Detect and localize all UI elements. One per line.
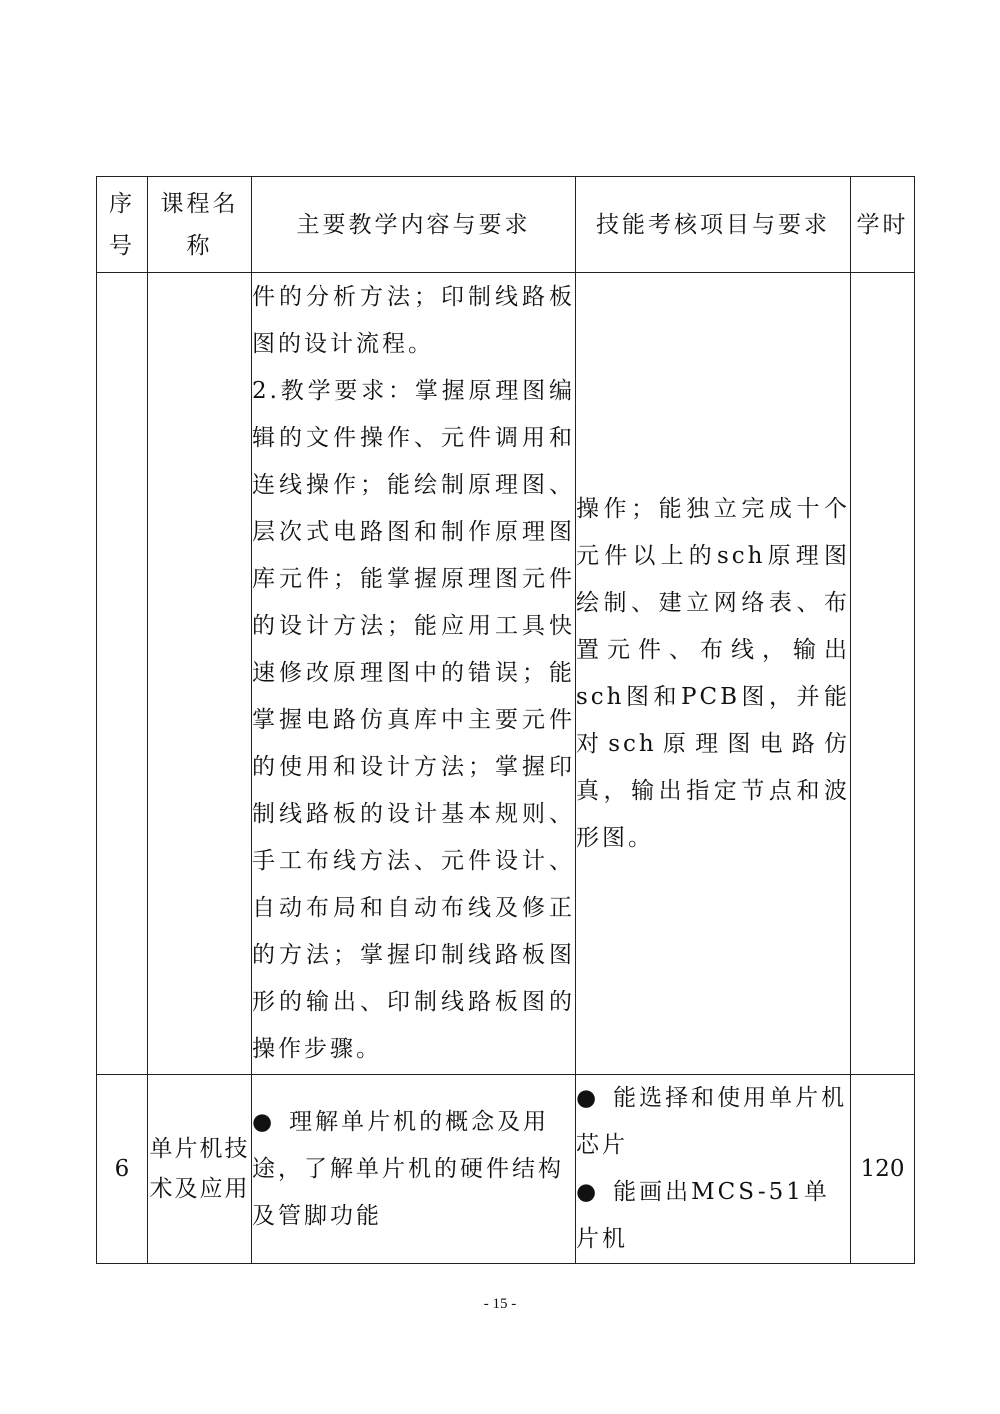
curriculum-table bbox=[96, 176, 915, 1264]
header-hours: 学时 bbox=[851, 177, 915, 273]
header-seq: 序号 bbox=[97, 177, 148, 273]
row-hours bbox=[851, 273, 915, 1075]
skills-paragraph: 操作；能独立完成十个元件以上的sch原理图绘制、建立网络表、布置元件、布线，输出sch图和PCB图，并能对sch原理图电路仿真，输出指定节点和波形图。 bbox=[576, 495, 850, 851]
skills-bullet-item bbox=[576, 1169, 850, 1263]
row-skills-cell bbox=[576, 1075, 851, 1264]
bullet-dot-icon: ● bbox=[576, 1179, 600, 1205]
table-row bbox=[97, 273, 915, 1075]
content-paragraph: 件的分析方法；印制线路板图的设计流程。 bbox=[252, 284, 575, 357]
row-seq: 6 bbox=[97, 1075, 148, 1264]
row-seq bbox=[97, 273, 148, 1075]
row-skills-cell bbox=[576, 273, 851, 1075]
table-header-row bbox=[97, 177, 915, 273]
header-course-name: 课程名称 bbox=[148, 177, 252, 273]
content-paragraph: 2.教学要求：掌握原理图编辑的文件操作、元件调用和连线操作；能绘制原理图、层次式电路图和制作原理图库元件；能掌握原理图元件的设计方法；能应用工具快速修改原理图中的错误；能掌握电路仿真库中主要元件的使用和设计方法；掌握印制线路板的设计基本规则、手工布线方法、元件设计、自动布局和自动布线及修正的方法；掌握印制线路板图形的输出、印制线路板图的操作步骤。 bbox=[252, 378, 575, 1062]
row-hours: 120 bbox=[851, 1075, 915, 1264]
bullet-text: 能选择和使用单片机芯片 bbox=[576, 1085, 848, 1158]
row-course-name bbox=[148, 273, 252, 1075]
table-row bbox=[97, 1075, 915, 1264]
bullet-text: 能画出MCS-51单片机 bbox=[576, 1179, 830, 1252]
content-bullet-item bbox=[252, 1099, 575, 1240]
page-number: - 15 - bbox=[483, 1296, 517, 1312]
row-content-cell bbox=[252, 1075, 576, 1264]
row-course-name: 单片机技术及应用 bbox=[148, 1075, 252, 1264]
bullet-dot-icon: ● bbox=[576, 1085, 600, 1111]
header-content: 主要教学内容与要求 bbox=[252, 177, 576, 273]
bullet-dot-icon: ● bbox=[252, 1108, 276, 1135]
bullet-text: 理解单片机的概念及用途，了解单片机的硬件结构及管脚功能 bbox=[252, 1108, 564, 1229]
row-content-cell bbox=[252, 273, 576, 1075]
skills-bullet-item bbox=[576, 1075, 850, 1169]
header-skills: 技能考核项目与要求 bbox=[576, 177, 851, 273]
